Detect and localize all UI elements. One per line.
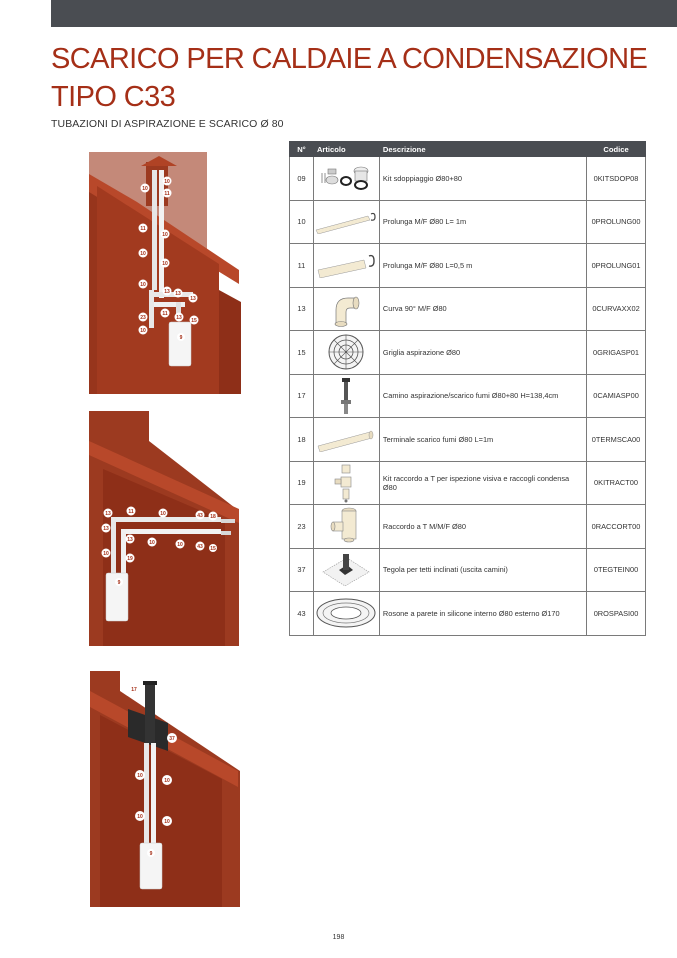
row-num: 13: [290, 287, 314, 331]
row-description: Camino aspirazione/scarico fumi Ø80+80 H=138,4cm: [379, 374, 586, 418]
svg-text:10: 10: [103, 550, 109, 557]
svg-text:37: 37: [169, 735, 175, 742]
svg-text:10: 10: [140, 327, 146, 334]
svg-text:9: 9: [117, 579, 121, 586]
svg-text:43: 43: [197, 543, 203, 550]
parts-table: [289, 141, 646, 636]
header-code: Codice: [587, 142, 646, 157]
svg-text:10: 10: [160, 510, 166, 517]
installation-diagram-2: [89, 411, 241, 646]
svg-text:10: 10: [142, 185, 148, 192]
row-code: 0CURVAXX02: [587, 287, 646, 331]
row-code: 0ROSPASI00: [587, 592, 646, 636]
table-row: [290, 331, 646, 375]
row-num: 15: [290, 331, 314, 375]
table-row: [290, 200, 646, 244]
svg-text:43: 43: [197, 512, 203, 519]
row-description: Raccordo a T M/M/F Ø80: [379, 505, 586, 549]
table-row: [290, 461, 646, 505]
row-code: 0KITRACT00: [587, 461, 646, 505]
table-row: [290, 548, 646, 592]
table-row: [290, 418, 646, 462]
header-article: Articolo: [313, 142, 379, 157]
row-code: 0PROLUNG00: [587, 200, 646, 244]
row-description: Terminale scarico fumi Ø80 L=1m: [379, 418, 586, 462]
installation-diagram-1: [89, 152, 241, 394]
svg-text:9: 9: [149, 850, 153, 857]
exhaust-terminal-icon: [314, 426, 379, 452]
svg-text:13: 13: [175, 290, 181, 297]
header-description: Descrizione: [379, 142, 586, 157]
installation-diagram-3: [90, 671, 240, 907]
row-description: Rosone a parete in silicone interno Ø80 esterno Ø170: [379, 592, 586, 636]
elbow-90-icon: [314, 290, 379, 328]
row-description: Kit raccordo a T per ispezione visiva e raccogli condensa Ø80: [379, 461, 586, 505]
roof-tile-icon: [314, 550, 379, 590]
svg-text:10: 10: [137, 813, 143, 820]
svg-text:10: 10: [162, 260, 168, 267]
svg-text:15: 15: [210, 545, 216, 552]
row-code: 0CAMIASP00: [587, 374, 646, 418]
row-code: 0TERMSCA00: [587, 418, 646, 462]
svg-text:19: 19: [127, 555, 133, 562]
svg-text:10: 10: [177, 541, 183, 548]
svg-text:9: 9: [179, 334, 183, 341]
chimney-terminal-icon: [314, 376, 379, 416]
pipe-extension-icon: [314, 210, 379, 234]
table-row: [290, 287, 646, 331]
svg-text:17: 17: [131, 686, 137, 693]
pipe-extension-short-icon: [314, 252, 379, 278]
t-fitting-inspection-icon: [314, 463, 379, 503]
table-row: [290, 592, 646, 636]
row-num: 37: [290, 548, 314, 592]
table-header-row: [290, 142, 646, 157]
svg-text:10: 10: [140, 281, 146, 288]
row-code: 0PROLUNG01: [587, 244, 646, 288]
row-description: Kit sdoppiaggio Ø80+80: [379, 157, 586, 201]
svg-text:13: 13: [164, 288, 170, 295]
row-description: Prolunga M/F Ø80 L= 1m: [379, 200, 586, 244]
row-num: 10: [290, 200, 314, 244]
table-row: [290, 374, 646, 418]
svg-text:13: 13: [103, 525, 109, 532]
svg-text:10: 10: [164, 818, 170, 825]
t-fitting-icon: [314, 506, 379, 546]
intake-grille-icon: [314, 332, 379, 372]
page-number: 198: [332, 934, 345, 941]
svg-text:13: 13: [190, 295, 196, 302]
row-code: 0GRIGASP01: [587, 331, 646, 375]
svg-text:13: 13: [127, 536, 133, 543]
wall-rosette-icon: [314, 596, 379, 630]
row-num: 18: [290, 418, 314, 462]
row-description: Tegola per tetti inclinati (uscita camini): [379, 548, 586, 592]
svg-text:10: 10: [164, 777, 170, 784]
svg-text:15: 15: [191, 317, 197, 324]
page-subtitle: TUBAZIONI DI ASPIRAZIONE E SCARICO Ø 80: [51, 118, 284, 130]
svg-text:10: 10: [140, 250, 146, 257]
svg-text:10: 10: [149, 539, 155, 546]
table-row: [290, 157, 646, 201]
svg-text:13: 13: [176, 314, 182, 321]
svg-text:11: 11: [140, 225, 146, 232]
svg-text:11: 11: [128, 508, 134, 515]
svg-text:10: 10: [137, 772, 143, 779]
page-title: SCARICO PER CALDAIE A CONDENSAZIONE TIPO C33: [51, 43, 648, 113]
row-description: Griglia aspirazione Ø80: [379, 331, 586, 375]
header-num: N°: [290, 142, 314, 157]
svg-text:23: 23: [140, 314, 146, 321]
split-kit-icon: [314, 163, 379, 193]
svg-text:18: 18: [210, 513, 216, 520]
row-num: 43: [290, 592, 314, 636]
table-row: [290, 505, 646, 549]
svg-text:11: 11: [164, 190, 170, 197]
row-description: Prolunga M/F Ø80 L=0,5 m: [379, 244, 586, 288]
header-bar: [51, 0, 677, 27]
row-code: 0RACCORT00: [587, 505, 646, 549]
svg-text:10: 10: [162, 231, 168, 238]
row-num: 17: [290, 374, 314, 418]
row-num: 19: [290, 461, 314, 505]
row-num: 23: [290, 505, 314, 549]
table-row: [290, 244, 646, 288]
row-num: 11: [290, 244, 314, 288]
svg-text:10: 10: [164, 178, 170, 185]
svg-text:11: 11: [162, 310, 168, 317]
row-code: 0KITSDOP08: [587, 157, 646, 201]
svg-text:13: 13: [105, 510, 111, 517]
row-code: 0TEGTEIN00: [587, 548, 646, 592]
row-description: Curva 90° M/F Ø80: [379, 287, 586, 331]
row-num: 09: [290, 157, 314, 201]
